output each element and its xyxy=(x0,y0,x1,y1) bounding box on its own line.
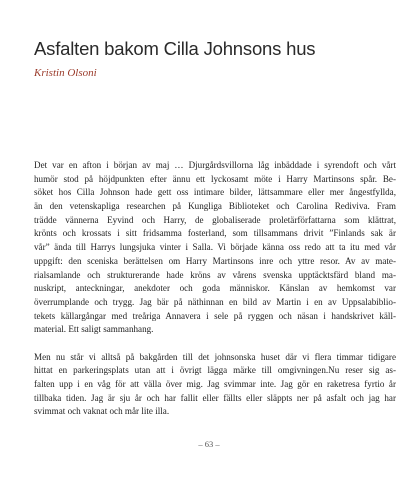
text-line: hittat en parkeringsplats utan att i övrigt lägga märke till omgivningen.Nu reser sig as- xyxy=(34,365,396,376)
article-author: Kristin Olsoni xyxy=(34,67,97,79)
text-line: trädde vännerna Eyvind och Harry, de globaliserade proletärförfattarna som klättrat, xyxy=(34,214,396,225)
text-line: rialsamlande och strukturerande hade kröns av vårens svenska upptäcktsfärd bland ma- xyxy=(34,269,396,280)
paragraph-2 xyxy=(34,351,396,419)
text-line: tekets källargångar med treåriga Annavera i sele på ryggen och näsan i handskrivet käll- xyxy=(34,310,396,321)
article-title: Asfalten bakom Cilla Johnsons hus xyxy=(34,38,316,59)
text-line: krönts och krossats i sitt fridsamma fosterland, som tillsammans drivit ”Finlands sak är xyxy=(34,228,396,239)
text-line: än den vetenskapliga researchen på Kungliga Biblioteket och Carolina Rediviva. Fram xyxy=(34,201,396,212)
text-line: Men nu står vi alltså på bakgården till det johnsonska huset där vi flera timmar tidigare xyxy=(34,351,396,362)
text-line: överrumplande och trygg. Jag bär på näthinnan en bild av Martin i en av Uppsalabiblio- xyxy=(34,296,396,307)
text-line: tillbaka tiden. Jag är sju år och har fallit eller fällts eller släppts ner på asfalt och jag har xyxy=(34,392,396,403)
page-number: – 63 – xyxy=(198,439,220,449)
paragraph-1 xyxy=(34,159,396,337)
text-line: vår” ända till Harrys lungsjuka vinter i Salla. Vi började känna oss redo att ta itu med vår xyxy=(34,242,396,253)
text-line: nuskript, anteckningar, anekdoter och goda människor. Känslan av hemkomst var xyxy=(34,283,396,294)
text-line: material. Ett saligt sammanhang. xyxy=(34,324,154,335)
text-line: svimmat och vaknat och mår lite illa. xyxy=(34,406,170,417)
text-line: humör stod på höjdpunkten efter ännu ett lyckosamt möte i Harry Martinsons spår. Be- xyxy=(34,173,396,184)
text-line: söket hos Cilla Johnson hade gett oss intimare bilder, lättsammare eller mer ångestfyllda, xyxy=(34,187,396,198)
paragraph-gap xyxy=(34,337,396,351)
text-line: Det var en afton i början av maj … Djurgårdsvillorna låg inbäddade i syrendoft och vårt xyxy=(34,160,396,170)
text-line: falten upp i en våg för att välla över mig. Jag svimmar inte. Jag gör en raketresa fyrtio år xyxy=(34,379,396,389)
article-body xyxy=(34,159,396,419)
text-line: uppgift: den sceniska berättelsen om Harry Martinsons inre och yttre resor. Av av mate- xyxy=(34,255,396,266)
